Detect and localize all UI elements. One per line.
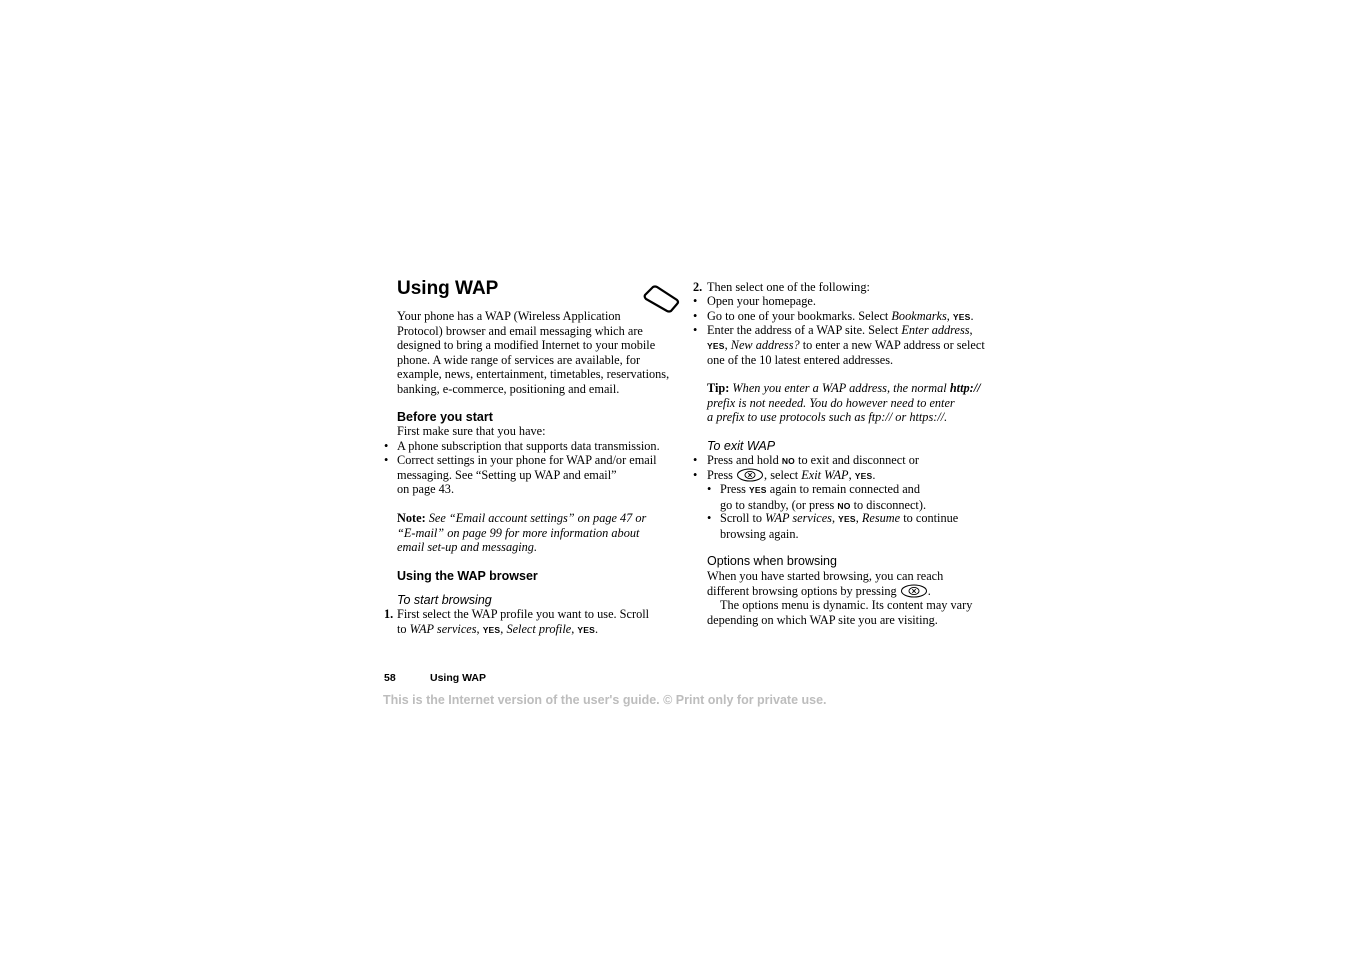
page-title: Using WAP [397, 278, 499, 299]
option-bookmarks: Go to one of your bookmarks. Select Bookmarks, YES. [707, 309, 974, 323]
ok-key-icon [736, 468, 764, 482]
bullet-marker: • [707, 511, 712, 525]
subheading-options: Options when browsing [707, 554, 837, 568]
exit-sub-bullet-1: Press YES again to remain connected and go to standby, (or press NO to disconnect). [720, 482, 927, 512]
page-number: 58 [384, 672, 396, 684]
options-paragraph: When you have started browsing, you can reach different browsing options by pressing . The options menu is dynamic. Its content may vary depending on which WAP site you are visiting. [707, 569, 973, 627]
footer-notice: This is the Internet version of the user's guide. © Print only for private use. [383, 693, 827, 707]
yes-key: YES [854, 471, 873, 481]
step-number: 1. [384, 607, 394, 621]
option-homepage: Open your homepage. [707, 294, 816, 308]
yes-key: YES [482, 624, 501, 635]
note-label: Note: [397, 511, 426, 525]
bullet-marker: • [384, 439, 389, 453]
yes-key: YES [707, 340, 725, 351]
ok-key-icon [900, 584, 928, 598]
bullet-marker: • [384, 453, 389, 467]
yes-key: YES [838, 514, 856, 524]
yes-key: YES [577, 624, 595, 635]
tip-label: Tip: [707, 381, 730, 395]
tip-block: Tip: When you enter a WAP address, the normal http:// prefix is not needed. You do however need to enter a prefix to use protocols such as ftp:// or https://. [707, 381, 981, 424]
no-key: NO [837, 500, 851, 511]
bullet-marker: • [693, 294, 698, 308]
footer-section: Using WAP [430, 672, 487, 684]
bullet-marker: • [693, 323, 698, 337]
bullet-marker: • [707, 482, 712, 496]
option-enter-address: Enter the address of a WAP site. Select Enter address, YES, New address? to enter a new WAP address or select one of the 10 latest entered addresses. [707, 323, 985, 367]
no-key: NO [781, 456, 795, 466]
step-number: 2. [693, 280, 703, 294]
exit-bullet-1: Press and hold NO to exit and disconnect or [707, 453, 919, 467]
yes-key: YES [749, 485, 767, 495]
subheading-exit: To exit WAP [707, 439, 776, 453]
bullet-marker: • [693, 468, 698, 482]
step-1: First select the WAP profile you want to use. Scroll to WAP services, YES, Select profile, YES. [397, 607, 650, 636]
before-lead: First make sure that you have: [397, 424, 546, 438]
note-block: Note: See “Email account settings” on page 47 or “E-mail” on page 99 for more information about email set-up and messaging. [397, 511, 647, 554]
exit-sub-bullet-2: Scroll to WAP services, YES, Resume to continue browsing again. [720, 511, 959, 541]
intro-paragraph: Your phone has a WAP (Wireless Application Protocol) browser and email messaging which are designed to bring a modified Internet to your mobile phone. A wide range of services are available, for example, news, entertainment, timetables, reservations, banking, e-commerce, positioning and email. [397, 309, 670, 396]
bullet-marker: • [693, 453, 698, 467]
section-heading-before: Before you start [397, 410, 493, 424]
section-heading-browser: Using the WAP browser [397, 569, 538, 583]
before-bullet-1: A phone subscription that supports data transmission. [397, 439, 660, 453]
yes-key: YES [952, 312, 971, 322]
exit-bullet-2: Press , select Exit WAP, YES. [707, 468, 876, 482]
bullet-marker: • [693, 309, 698, 323]
step-2: Then select one of the following: [707, 280, 870, 294]
subheading-start-browsing: To start browsing [397, 593, 492, 607]
before-bullet-2: Correct settings in your phone for WAP and/or email messaging. See “Setting up WAP and email” on page 43. [397, 453, 657, 496]
